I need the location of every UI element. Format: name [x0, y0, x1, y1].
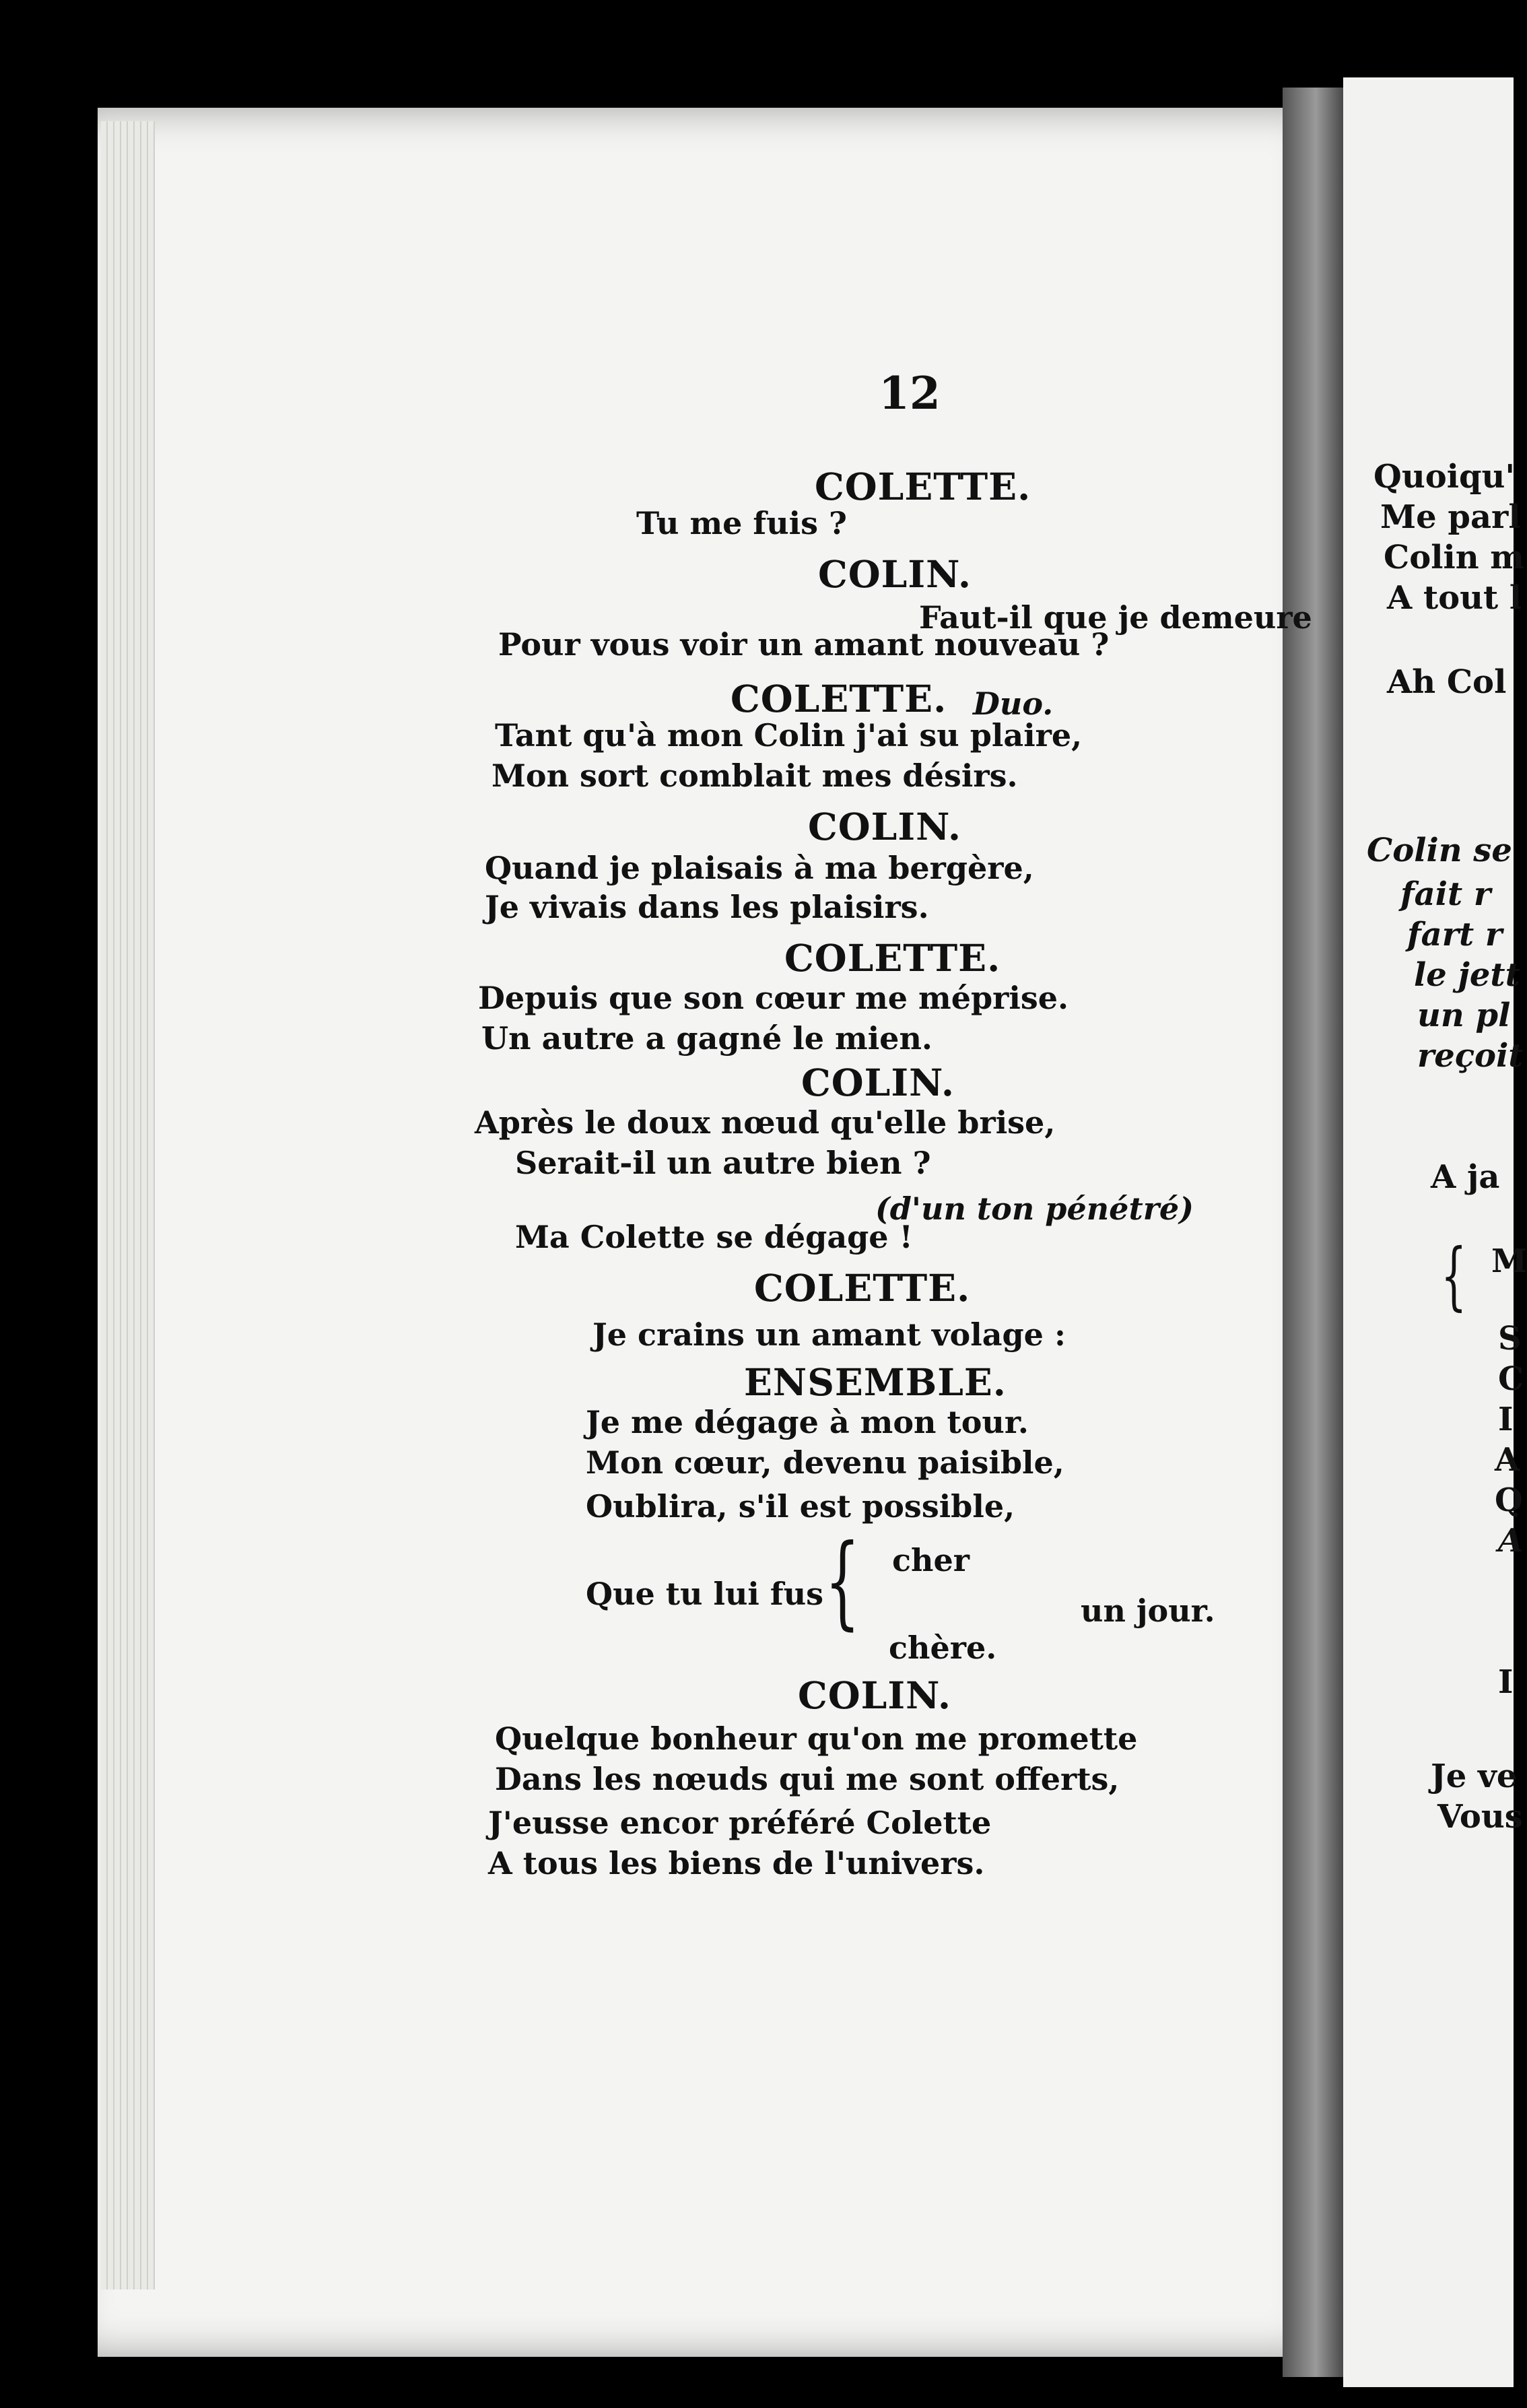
verse-line: Je crains un amant volage :: [592, 1316, 1066, 1353]
speaker-heading: COLETTE.: [754, 1266, 971, 1310]
right-page: [1343, 77, 1514, 2387]
verse-line: Tant qu'à mon Colin j'ai su plaire,: [495, 717, 1083, 754]
verse-line: Ma Colette se dégage !: [515, 1219, 913, 1255]
right-page-fragment: Q: [1495, 1481, 1523, 1519]
verse-line: Je vivais dans les plaisirs.: [485, 889, 929, 925]
verse-variant: cher: [892, 1542, 970, 1578]
verse-line: Un autre a gagné le mien.: [481, 1020, 932, 1057]
brace-symbol: {: [1441, 1232, 1467, 1318]
verse-line: Quelque bonheur qu'on me promette: [495, 1720, 1138, 1757]
right-page-fragment: Je ve: [1431, 1758, 1518, 1795]
right-page-fragment: A: [1498, 1522, 1524, 1560]
right-page-fragment: fart r: [1407, 916, 1503, 954]
speaker-heading: COLIN.: [801, 1061, 955, 1104]
verse-line: Quand je plaisais à ma bergère,: [485, 850, 1034, 886]
right-page-fragment: Colin se: [1367, 832, 1512, 869]
verse-line: Je me dégage à mon tour.: [586, 1404, 1029, 1440]
right-page-fragment: A: [1495, 1441, 1520, 1479]
right-page-fragment: Colin m: [1384, 539, 1525, 576]
speaker-heading: ENSEMBLE.: [744, 1360, 1007, 1404]
speaker-heading: COLETTE.: [731, 677, 947, 721]
right-page-fragment: A tout l: [1387, 579, 1522, 617]
verse-line: Oublira, s'il est possible,: [586, 1488, 1015, 1525]
right-page-fragment: S: [1498, 1320, 1522, 1358]
verse-variant: chère.: [889, 1630, 997, 1666]
right-page-fragment: fait r: [1400, 875, 1491, 913]
verse-line: Mon cœur, devenu paisible,: [586, 1444, 1064, 1481]
right-page-fragment: C: [1498, 1360, 1524, 1398]
stage-direction: (d'un ton pénétré): [875, 1191, 1194, 1227]
right-page-fragment: reçoit: [1417, 1037, 1524, 1075]
right-page-fragment: M: [1491, 1242, 1527, 1280]
right-page-fragment: Ah Col: [1387, 663, 1507, 701]
speaker-heading: COLIN.: [818, 552, 972, 596]
page-edges: [101, 121, 155, 2289]
verse-line: Depuis que son cœur me méprise.: [478, 980, 1069, 1016]
verse-line: J'eusse encor préféré Colette: [488, 1805, 992, 1841]
right-page-fragment: Quoiqu': [1373, 458, 1516, 496]
verse-line: Tu me fuis ?: [636, 505, 847, 541]
verse-line: Que tu lui fus: [586, 1576, 824, 1612]
right-page-fragment: le jett: [1414, 956, 1520, 994]
speaker-heading: COLIN.: [808, 805, 961, 848]
right-page-fragment: A ja: [1431, 1158, 1500, 1196]
verse-line: un jour.: [1081, 1593, 1215, 1629]
verse-line: Après le doux nœud qu'elle brise,: [475, 1104, 1056, 1141]
page-number: 12: [879, 367, 941, 420]
brace-symbol: {: [825, 1523, 860, 1640]
speaker-heading: COLIN.: [798, 1673, 951, 1717]
right-page-fragment: Vous: [1437, 1798, 1523, 1836]
right-page-fragment: un pl: [1417, 997, 1511, 1034]
verse-line: Faut-il que je demeure: [919, 599, 1312, 636]
right-page-fragment: I: [1498, 1401, 1514, 1438]
right-page-fragment: Me parl: [1380, 498, 1521, 536]
speaker-heading: COLETTE.: [815, 465, 1031, 508]
verse-line: Mon sort comblait mes désirs.: [491, 758, 1018, 794]
speaker-heading: COLETTE.: [784, 936, 1001, 980]
verse-line: Serait-il un autre bien ?: [515, 1145, 931, 1181]
verse-line: Dans les nœuds qui me sont offerts,: [495, 1761, 1120, 1797]
stage-direction: Duo.: [973, 685, 1054, 722]
verse-line: A tous les biens de l'univers.: [488, 1845, 985, 1881]
verse-line: Pour vous voir un amant nouveau ?: [498, 626, 1110, 663]
right-page-fragment: I: [1498, 1663, 1514, 1701]
